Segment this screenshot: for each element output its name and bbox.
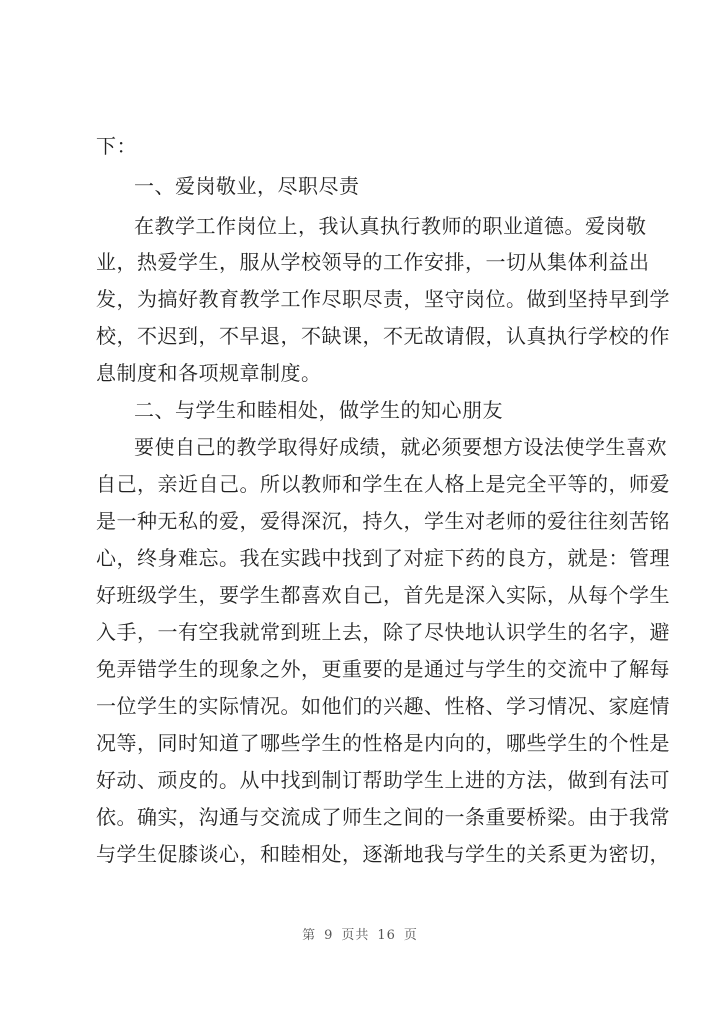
text-line: 免弄错学生的现象之外，更重要的是通过与学生的交流中了解每 [96,657,670,681]
text-line: 好动、顽皮的。从中找到制订帮助学生上进的方法，做到有法可 [96,768,670,792]
text-line: 依。确实，沟通与交流成了师生之间的一条重要桥梁。由于我常 [96,805,670,829]
text-line: 与学生促膝谈心，和睦相处，逐渐地我与学生的关系更为密切， [96,842,670,866]
text-line: 好班级学生，要学生都喜欢自己，首先是深入实际，从每个学生 [96,583,670,607]
footer-page-number: 9 [324,928,334,943]
page-footer [0,924,720,943]
text-line: 是一种无私的爱，爱得深沉，持久，学生对老师的爱往往刻苦铭 [96,509,670,533]
text-line: 入手，一有空我就常到班上去，除了尽快地认识学生的名字，避 [96,620,670,644]
text-line: 校，不迟到，不早退，不缺课，不无故请假，认真执行学校的作 [96,324,670,348]
footer-total-pages: 16 [377,928,396,943]
text-line: 发，为搞好教育教学工作尽职尽责，坚守岗位。做到坚持早到学 [96,287,670,311]
text-line: 一位学生的实际情况。如他们的兴趣、性格、学习情况、家庭情 [96,694,670,718]
section-heading: 二、与学生和睦相处，做学生的知心朋友 [134,398,503,422]
text-line: 下： [96,134,137,158]
footer-middle: 页共 [341,928,370,943]
section-heading: 一、爱岗敬业，尽职尽责 [134,174,360,198]
text-line: 息制度和各项规章制度。 [96,361,322,385]
text-line: 心，终身难忘。我在实践中找到了对症下药的良方，就是：管理 [96,546,670,570]
text-line: 在教学工作岗位上，我认真执行教师的职业道德。爱岗敬 [134,214,647,238]
text-line: 自己，亲近自己。所以教师和学生在人格上是完全平等的，师爱 [96,472,670,496]
footer-prefix: 第 [302,928,317,943]
text-line: 要使自己的教学取得好成绩，就必须要想方设法使学生喜欢 [134,435,667,459]
footer-suffix: 页 [403,928,418,943]
text-line: 业，热爱学生，服从学校领导的工作安排，一切从集体利益出 [96,250,650,274]
text-line: 况等，同时知道了哪些学生的性格是内向的，哪些学生的个性是 [96,731,670,755]
